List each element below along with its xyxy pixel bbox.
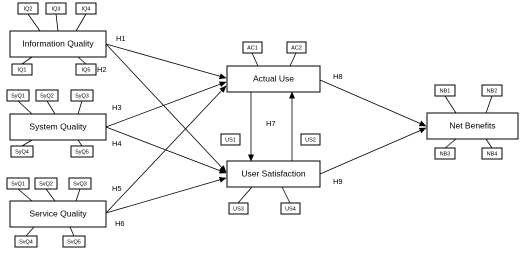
indicator-svq2: SvQ2 <box>39 181 53 188</box>
indicator-nb1: NB1 <box>439 88 451 95</box>
path-h2 <box>106 44 226 172</box>
indicator-svq1: SvQ1 <box>11 181 25 188</box>
hypothesis-h2: H2 <box>97 65 107 74</box>
indicator-us2: US2 <box>305 137 316 144</box>
information-quality-group <box>10 3 106 75</box>
hypothesis-labels <box>97 34 343 228</box>
indicator-iq1: IQ1 <box>17 67 27 74</box>
indicator-iq5: IQ5 <box>81 67 91 74</box>
hypothesis-h5: H5 <box>112 184 122 193</box>
path-h9 <box>320 128 426 174</box>
indicator-syq3: SyQ3 <box>75 93 89 100</box>
system-quality-label: System Quality <box>29 121 87 132</box>
indicator-syq4: SyQ4 <box>15 149 29 156</box>
indicator-iq2: IQ2 <box>23 6 33 13</box>
indicator-iq3: IQ3 <box>51 6 61 13</box>
path-h8 <box>320 80 426 126</box>
service-quality-group <box>7 178 106 247</box>
indicator-us4: US4 <box>285 206 296 213</box>
user-satisfaction-group <box>221 134 320 214</box>
path-h6 <box>106 178 226 213</box>
indicator-iq4: IQ4 <box>81 6 91 13</box>
indicator-svq4: SvQ4 <box>19 239 33 246</box>
hypothesis-h9: H9 <box>333 177 343 186</box>
user-satisfaction-label: User Satisfaction <box>241 168 306 179</box>
information-quality-label: Information Quality <box>22 38 94 49</box>
hypothesis-h6: H6 <box>115 219 125 228</box>
indicator-svq5: SvQ5 <box>67 239 81 246</box>
path-h5 <box>106 86 226 213</box>
indicator-us1: US1 <box>225 137 236 144</box>
hypothesis-h8: H8 <box>333 72 343 81</box>
hypothesis-h1: H1 <box>116 34 126 43</box>
actual-use-label: Actual Use <box>252 73 295 84</box>
indicator-nb3: NB3 <box>439 151 451 158</box>
indicator-syq2: SyQ2 <box>40 93 54 100</box>
indicator-ac2: AC2 <box>291 45 302 52</box>
net-benefits-label: Net Benefits <box>449 120 496 131</box>
hypothesis-h3: H3 <box>112 103 122 112</box>
indicator-svq3: SvQ3 <box>73 181 87 188</box>
indicator-nb4: NB4 <box>486 151 498 158</box>
net-benefits-group <box>427 85 518 159</box>
hypothesis-h4: H4 <box>112 139 122 148</box>
indicator-syq1: SyQ1 <box>11 93 25 100</box>
system-quality-group <box>7 90 106 157</box>
actual-use-group <box>227 42 320 92</box>
service-quality-label: Service Quality <box>29 208 87 219</box>
indicator-us3: US3 <box>233 206 244 213</box>
indicator-syq5: SyQ5 <box>75 149 89 156</box>
indicator-ac1: AC1 <box>247 45 258 52</box>
path-h1 <box>106 44 226 78</box>
indicator-nb2: NB2 <box>486 88 498 95</box>
hypothesis-h7: H7 <box>266 119 276 128</box>
